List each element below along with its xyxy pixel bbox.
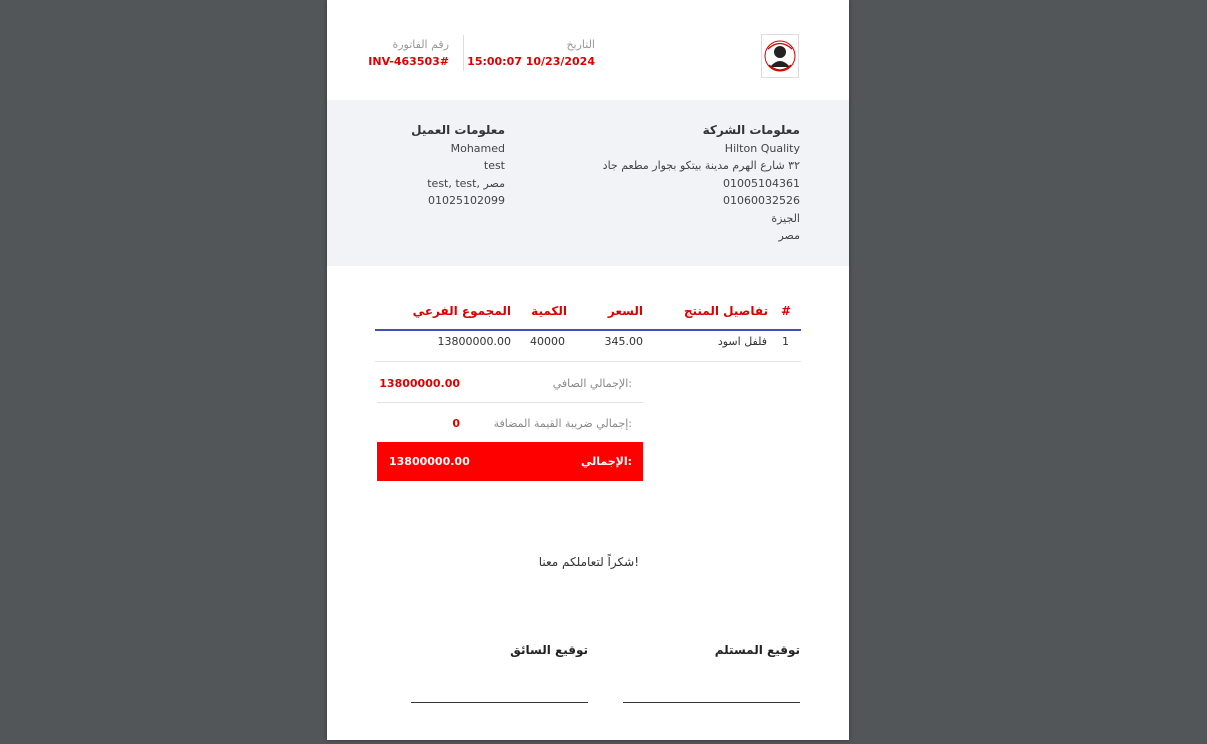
recipient-signature-label: توقيع المستلم [714,643,800,657]
invoice-page [327,0,849,740]
grand-total-value: 13800000.00 [389,455,470,468]
customer-phone: 01025102099 [428,194,505,207]
grand-total-label: الإجمالي: [580,455,632,468]
cell-price: 345.00 [604,335,643,348]
company-address: ٣٢ شارع الهرم مدينة بيتكو بجوار مطعم جاد [602,159,800,172]
company-info [603,122,800,245]
col-header-number: # [780,304,791,318]
col-header-product: تفاصيل المنتج [683,304,768,318]
invoice-number-label: رقم الفاتورة [392,38,449,51]
col-header-quantity: الكمية [531,304,567,318]
driver-signature-label: توقيع السائق [510,643,588,657]
customer-company: test [483,159,505,172]
table-row-rule [375,361,801,362]
table-header-rule [375,329,801,331]
vat-total-label: إجمالي ضريبة القيمة المضافة: [493,417,632,430]
customer-name: Mohamed [450,141,505,155]
date-label: التاريخ [566,38,595,51]
company-city: الجيزة [771,211,800,225]
cell-product: فلفل اسود [717,335,767,348]
thank-you-message: شكراً لتعاملكم معنا! [538,555,639,569]
vat-total-value: 0 [452,417,460,430]
company-info-title: معلومات الشركة [702,123,800,137]
recipient-signature-line [623,702,800,703]
company-phone-2: 01060032526 [723,194,800,207]
col-header-price: السعر [607,304,643,318]
company-logo-icon [761,34,799,78]
invoice-number: INV-463503# [368,55,449,68]
company-country: مصر [778,229,800,242]
col-header-subtotal: المجموع الفرعي [412,304,511,318]
company-name: Hilton Quality [724,141,800,155]
info-section [327,100,849,266]
company-phone-1: 01005104361 [723,176,800,190]
customer-info [411,122,505,210]
grand-total-bar [377,442,643,481]
cell-subtotal: 13800000.00 [437,335,511,348]
cell-quantity: 40000 [530,335,565,348]
net-total-label: الإجمالي الصافي: [552,377,632,390]
invoice-date: 15:00:07 10/23/2024 [467,55,595,68]
summary-rule [377,402,643,403]
net-total-value: 13800000.00 [379,377,460,390]
header-divider [463,35,464,71]
cell-number: 1 [782,335,789,348]
customer-info-title: معلومات العميل [411,123,505,137]
driver-signature-line [411,702,588,703]
customer-address: test, test, مصر [427,176,505,190]
